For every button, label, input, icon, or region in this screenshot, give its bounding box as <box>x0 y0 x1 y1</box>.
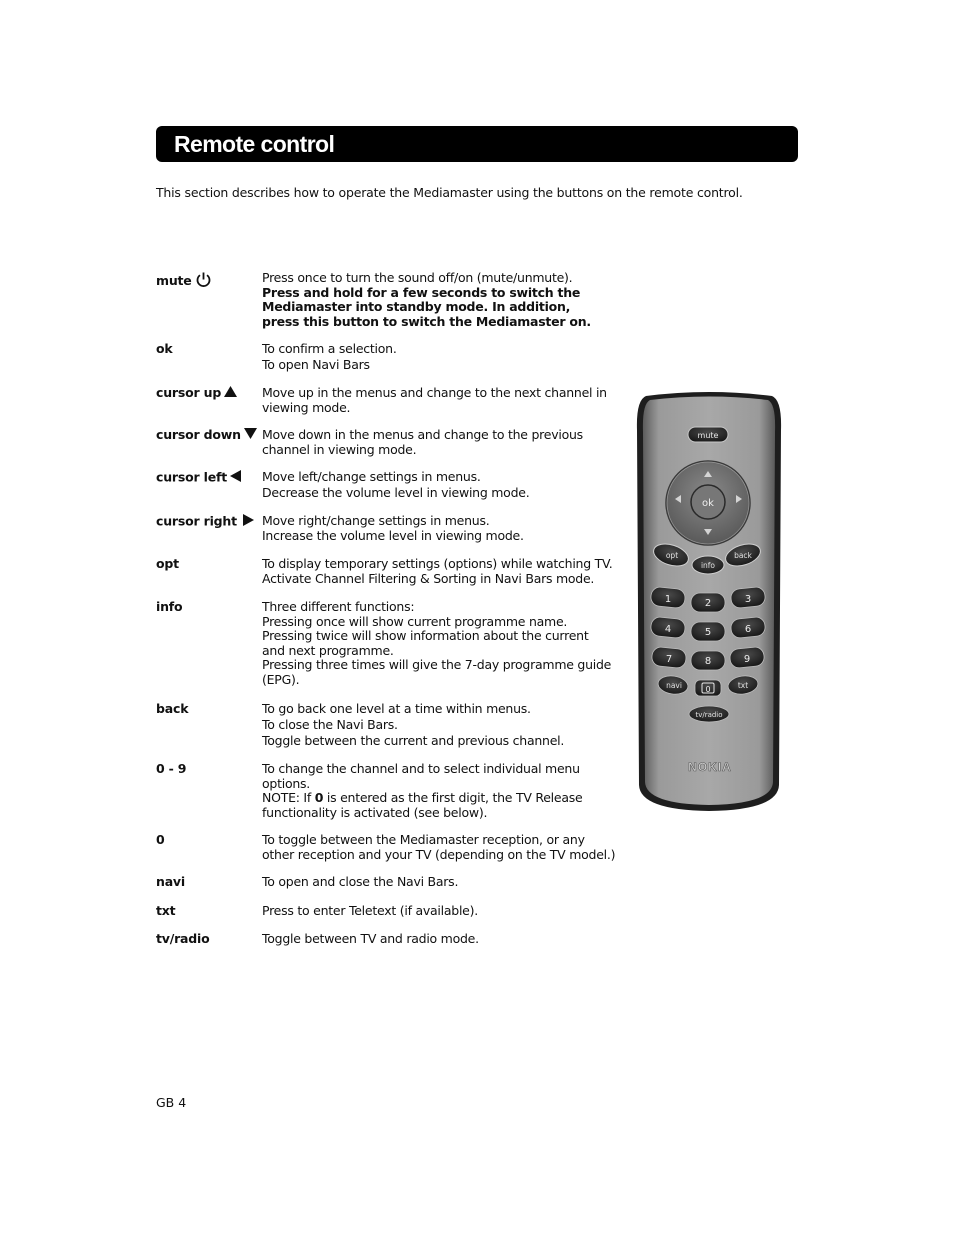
term-zero: 0 <box>156 832 165 847</box>
remote-mute-button <box>688 427 728 442</box>
triangle-right-icon <box>243 514 254 530</box>
remote-digit-key <box>691 651 725 670</box>
remote-info-button <box>692 556 724 574</box>
remote-info-label: info <box>700 561 716 570</box>
page-number: GB 4 <box>156 1095 187 1110</box>
svg-text:4: 4 <box>664 624 672 635</box>
term-opt: opt <box>156 556 179 571</box>
desc-cursor-right: Move right/change settings in menus. Increase the volume level in viewing mode. <box>262 513 524 543</box>
remote-digit-key <box>730 616 766 638</box>
remote-tvradio-button <box>689 706 729 722</box>
remote-zero-button <box>695 680 721 696</box>
desc-mute: Press once to turn the sound off/on (mute/unmute). Press and hold for a few seconds to switch the Mediamaster into standby mode. In addition, press this button to switch the Mediamaster on. <box>262 270 591 329</box>
power-icon <box>195 271 212 292</box>
desc-cursor-down: Move down in the menus and change to the previous channel in viewing mode. <box>262 427 583 457</box>
term-tvradio: tv/radio <box>156 931 210 946</box>
remote-number-pad <box>650 586 766 670</box>
remote-digit-key <box>650 616 686 638</box>
remote-mute-label: mute <box>697 431 719 440</box>
desc-navi: To open and close the Navi Bars. <box>262 874 459 889</box>
term-navi: navi <box>156 874 185 889</box>
desc-cursor-up: Move up in the menus and change to the next channel in viewing mode. <box>262 385 607 415</box>
intro-paragraph: This section describes how to operate the Mediamaster using the buttons on the remote control. <box>156 185 743 200</box>
remote-navi-label: navi <box>666 681 682 690</box>
remote-digit-key <box>691 622 725 641</box>
triangle-up-icon <box>224 386 237 401</box>
svg-text:2: 2 <box>704 598 712 609</box>
term-ok: ok <box>156 341 173 356</box>
desc-txt: Press to enter Teletext (if available). <box>262 903 478 918</box>
remote-txt-label: txt <box>737 681 749 690</box>
term-back: back <box>156 701 189 716</box>
remote-ok-label: ok <box>702 498 714 509</box>
remote-navigation-pad <box>666 461 750 545</box>
term-digits: 0 - 9 <box>156 761 187 776</box>
remote-back-label: back <box>734 551 752 560</box>
desc-opt: To display temporary settings (options) while watching TV. Activate Channel Filtering & Sorting in Navi Bars mode. <box>262 556 613 586</box>
desc-back: To go back one level at a time within menus. To close the Navi Bars. Toggle between the current and previous channel. <box>262 701 565 748</box>
remote-digit-key <box>651 646 687 668</box>
remote-brand-logo: NOKIA <box>688 760 732 774</box>
svg-text:8: 8 <box>704 656 712 667</box>
term-txt: txt <box>156 903 176 918</box>
remote-digit-key <box>729 646 765 668</box>
note-line: NOTE: If 0 is entered as the first digit, the TV Release <box>262 790 583 805</box>
svg-text:5: 5 <box>704 627 712 638</box>
remote-digit-key <box>730 586 766 608</box>
remote-digit-key <box>650 586 686 608</box>
svg-text:1: 1 <box>664 594 672 605</box>
remote-opt-label: opt <box>665 551 679 560</box>
desc-zero: To toggle between the Mediamaster reception, or any other reception and your TV (depending on the TV model.) <box>262 832 616 862</box>
page-title: Remote control <box>174 131 335 157</box>
desc-ok: To confirm a selection. To open Navi Bars <box>262 341 397 372</box>
remote-tvradio-label: tv/radio <box>695 711 723 719</box>
term-info: info <box>156 599 183 614</box>
svg-text:9: 9 <box>743 654 751 665</box>
desc-tvradio: Toggle between TV and radio mode. <box>262 931 479 946</box>
term-cursor-right: cursor right <box>156 514 260 530</box>
svg-text:3: 3 <box>744 594 752 605</box>
remote-control-illustration <box>632 390 787 815</box>
remote-digit-key <box>691 593 725 612</box>
desc-cursor-left: Move left/change settings in menus. Decrease the volume level in viewing mode. <box>262 469 530 500</box>
desc-info: Three different functions: Pressing once will show current programme name. Pressing twice will show information about the current and next programme. Pressing three times will give the 7-day programme guide (EPG). <box>262 599 612 687</box>
section-header-bar <box>156 126 798 162</box>
svg-text:7: 7 <box>665 654 673 665</box>
triangle-down-icon <box>244 428 257 443</box>
term-cursor-down: cursor down <box>156 428 260 443</box>
term-cursor-up: cursor up <box>156 386 260 401</box>
remote-zero-label: 0 <box>705 685 711 694</box>
term-cursor-left: cursor left <box>156 470 260 486</box>
svg-text:6: 6 <box>744 624 752 635</box>
desc-digits: To change the channel and to select individual menu options. NOTE: If 0 is entered as the first digit, the TV Release functionality is activated (see below). <box>262 762 624 820</box>
triangle-left-icon <box>230 470 241 486</box>
term-mute: mute <box>156 271 260 292</box>
